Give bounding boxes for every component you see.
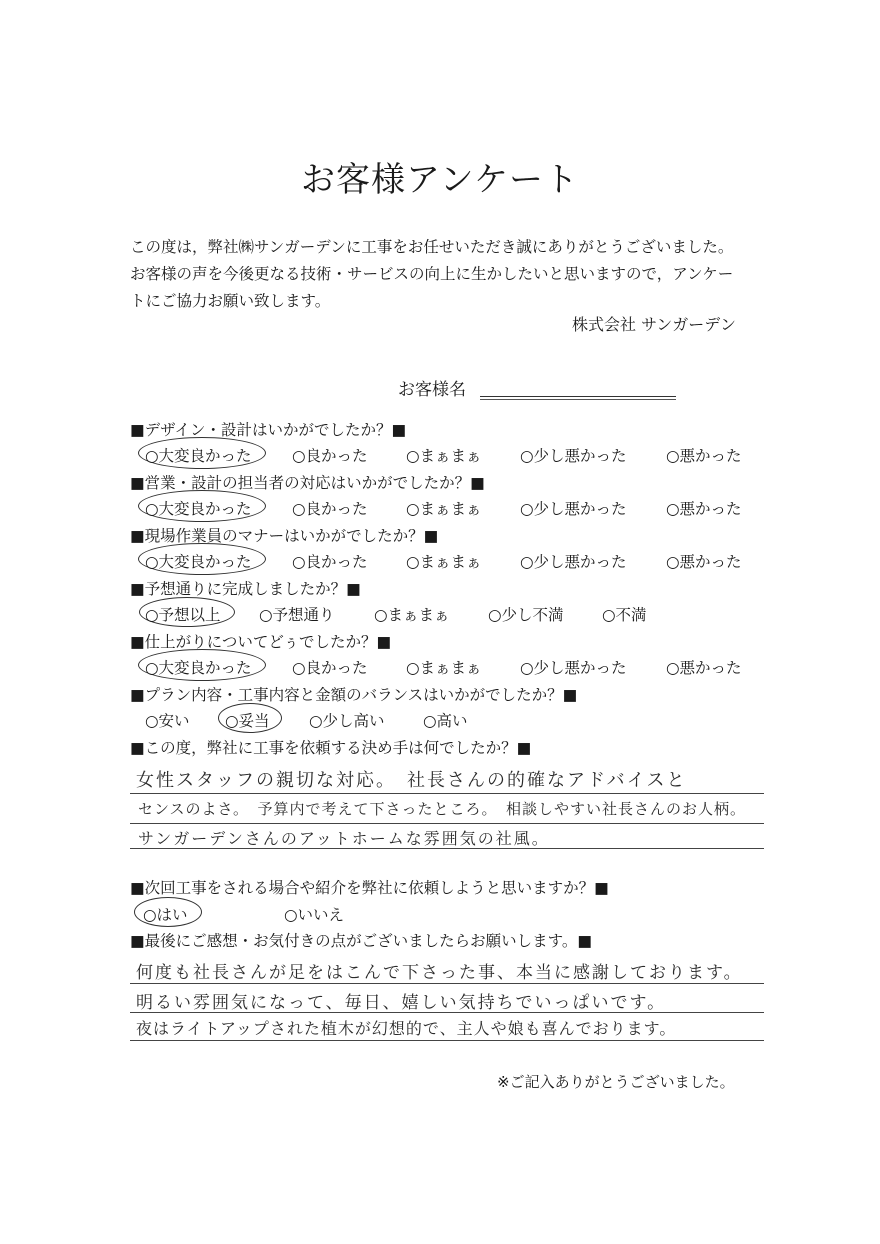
comments-answer-line-1: 何度も社長さんが足をはこんで下さった事、本当に感謝しております。 xyxy=(136,963,743,983)
question-finish: ■仕上がりについてどぅでしたか？■ xyxy=(130,633,392,651)
question-completion: ■予想通りに完成しましたか？■ xyxy=(130,580,361,598)
option-slightly-unsatisfied[interactable]: ○少し不満 xyxy=(488,606,564,624)
option-good[interactable]: ○良かった xyxy=(292,500,368,518)
customer-name-underline xyxy=(480,399,676,400)
question-price-balance: ■プラン内容・工事内容と金額のバランスはいかがでしたか？■ xyxy=(130,686,578,704)
option-slightly-bad[interactable]: ○少し悪かった xyxy=(520,500,627,518)
option-slightly-bad[interactable]: ○少し悪かった xyxy=(520,659,627,677)
option-exceeded[interactable]: ○予想以上 xyxy=(145,606,221,624)
thank-you-note: ※ご記入ありがとうございました。 xyxy=(497,1073,735,1091)
option-average[interactable]: ○まぁまぁ xyxy=(406,447,482,465)
option-average[interactable]: ○まぁまぁ xyxy=(374,606,450,624)
page-title: お客様アンケート xyxy=(301,160,579,200)
customer-name-label: お客様名 xyxy=(398,380,466,400)
customer-name-field[interactable] xyxy=(480,396,676,397)
option-slightly-bad[interactable]: ○少し悪かった xyxy=(520,553,627,571)
option-very-good[interactable]: ○大変良かった xyxy=(145,659,252,677)
option-bad[interactable]: ○悪かった xyxy=(666,500,742,518)
option-slightly-expensive[interactable]: ○少し高い xyxy=(309,712,385,730)
option-average[interactable]: ○まぁまぁ xyxy=(406,553,482,571)
answer-rule xyxy=(130,1040,764,1041)
reason-answer-line-1: 女性スタッフの親切な対応。 社長さんの的確なアドバイスと xyxy=(136,770,687,791)
reason-answer-line-3: サンガーデンさんのアットホームな雰囲気の社風。 xyxy=(138,829,550,848)
intro-line-1: この度は，弊社㈱サンガーデンに工事をお任せいただき誠にありがとうございました。 xyxy=(130,238,734,256)
option-very-good[interactable]: ○大変良かった xyxy=(145,447,252,465)
intro-line-2: お客様の声を今後更なる技術・サービスの向上に生かしたいと思いますので，アンケー xyxy=(130,265,734,283)
answer-rule xyxy=(130,793,764,794)
option-unsatisfied[interactable]: ○不満 xyxy=(602,606,647,624)
option-bad[interactable]: ○悪かった xyxy=(666,447,742,465)
option-yes[interactable]: ○はい xyxy=(143,906,188,924)
option-reasonable[interactable]: ○妥当 xyxy=(225,712,270,730)
answer-rule xyxy=(130,1012,764,1013)
option-average[interactable]: ○まぁまぁ xyxy=(406,659,482,677)
answer-rule xyxy=(130,848,764,849)
answer-rule xyxy=(130,823,764,824)
reason-answer-line-2: センスのよさ。 予算内で考えて下さったところ。 相談しやすい社長さんのお人柄。 xyxy=(138,800,746,818)
question-comments: ■最後にご感想・お気付きの点がございましたらお願いします。■ xyxy=(130,932,593,950)
comments-answer-line-3: 夜はライトアップされた植木が幻想的で、主人や娘も喜んでおります。 xyxy=(136,1019,677,1038)
option-good[interactable]: ○良かった xyxy=(292,447,368,465)
question-future-request: ■次回工事をされる場合や紹介を弊社に依頼しようと思いますか？■ xyxy=(130,879,609,897)
option-average[interactable]: ○まぁまぁ xyxy=(406,500,482,518)
comments-answer-line-2: 明るい雰囲気になって、毎日、嬉しい気持ちでいっぱいです。 xyxy=(136,993,667,1013)
question-staff-response: ■営業・設計の担当者の対応はいかがでしたか？■ xyxy=(130,474,485,492)
question-design: ■デザイン・設計はいかがでしたか？■ xyxy=(130,421,407,439)
option-slightly-bad[interactable]: ○少し悪かった xyxy=(520,447,627,465)
company-name: 株式会社 サンガーデン xyxy=(572,315,736,334)
answer-rule xyxy=(130,983,764,984)
option-no[interactable]: ○いいえ xyxy=(284,906,345,924)
option-expensive[interactable]: ○高い xyxy=(423,712,468,730)
intro-line-3: トにご協力お願い致します。 xyxy=(130,292,331,310)
option-very-good[interactable]: ○大変良かった xyxy=(145,553,252,571)
option-bad[interactable]: ○悪かった xyxy=(666,659,742,677)
option-cheap[interactable]: ○安い xyxy=(145,712,190,730)
question-deciding-factor: ■この度，弊社に工事を依頼する決め手は何でしたか？■ xyxy=(130,739,532,757)
option-bad[interactable]: ○悪かった xyxy=(666,553,742,571)
question-worker-manners: ■現場作業員のマナーはいかがでしたか？■ xyxy=(130,527,439,545)
option-good[interactable]: ○良かった xyxy=(292,553,368,571)
option-very-good[interactable]: ○大変良かった xyxy=(145,500,252,518)
option-good[interactable]: ○良かった xyxy=(292,659,368,677)
option-as-expected[interactable]: ○予想通り xyxy=(259,606,335,624)
